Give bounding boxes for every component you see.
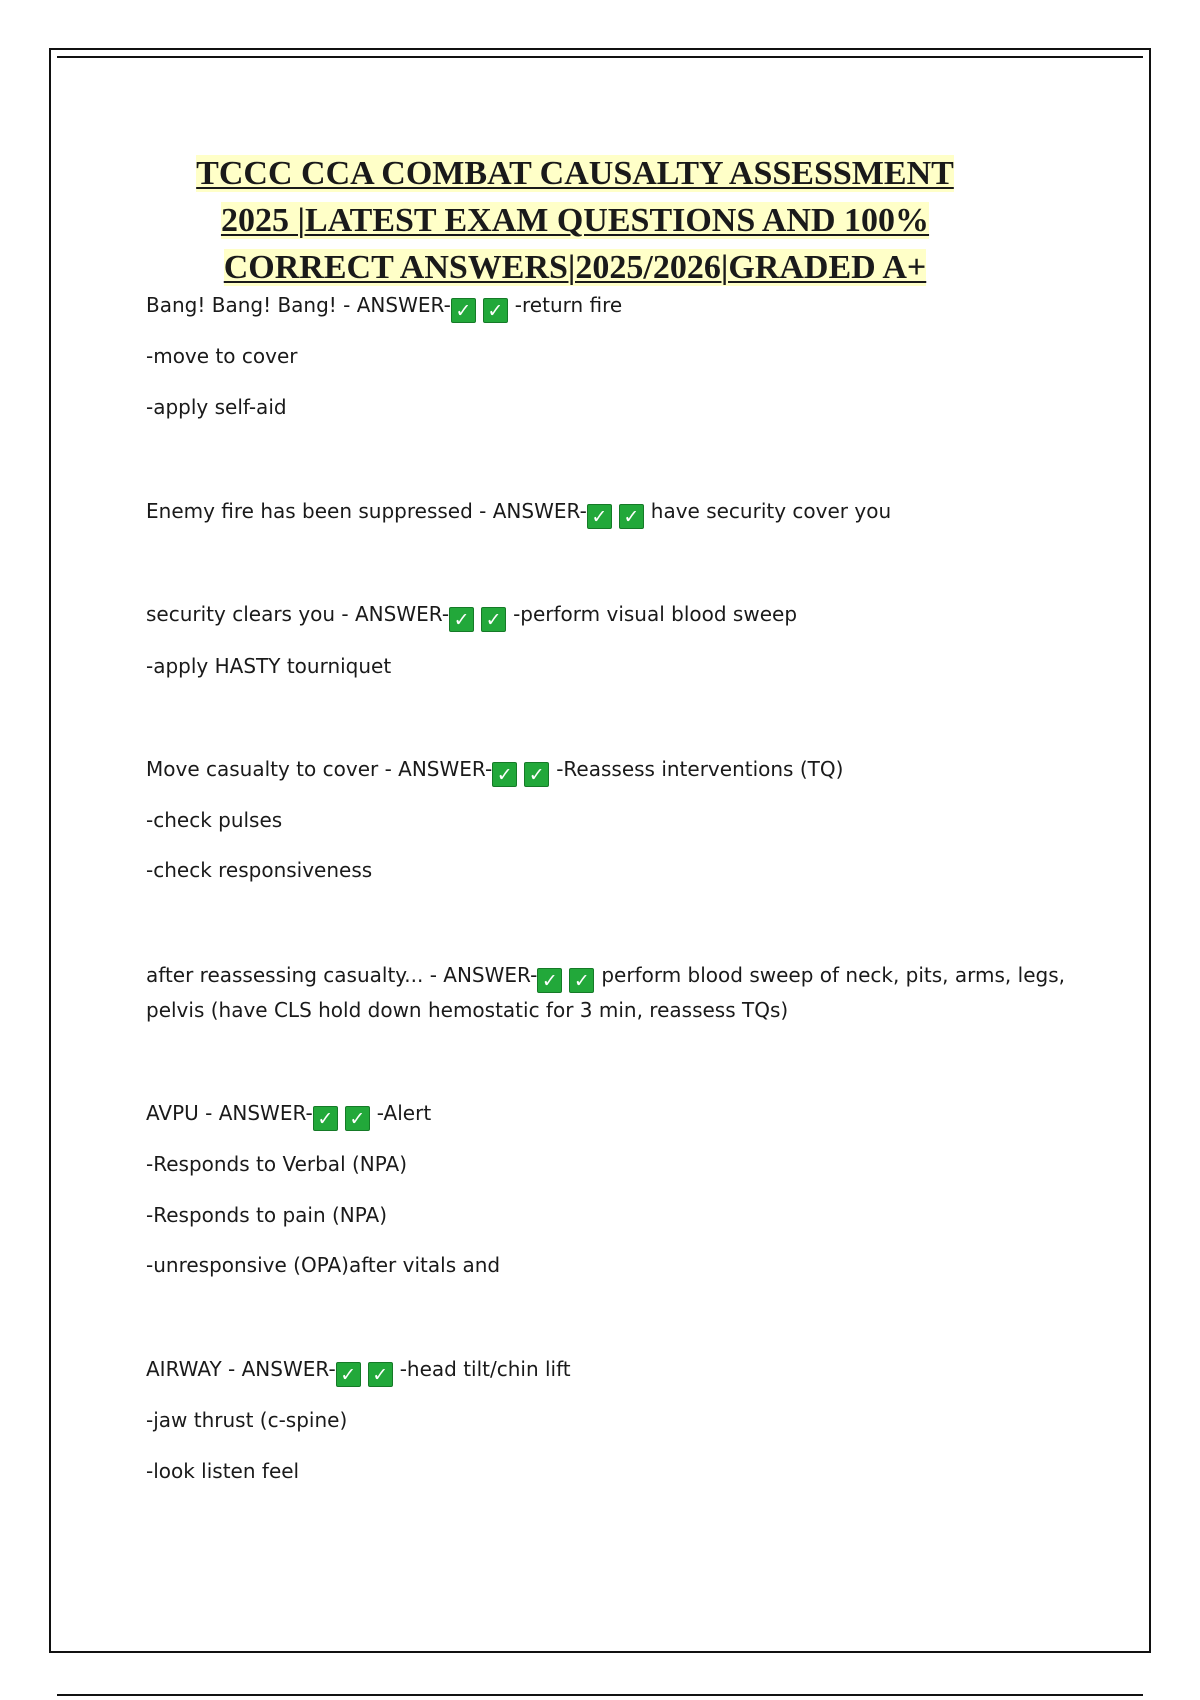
check-mark-icon: ✓ (345, 1106, 370, 1131)
answer-text: have security cover you (650, 499, 892, 523)
check-mark-icon: ✓ (336, 1362, 361, 1387)
answer-line: -apply self-aid (146, 395, 287, 419)
qa-item (146, 1356, 571, 1387)
check-mark-icon: ✓ (619, 504, 644, 529)
document-title (100, 150, 1050, 291)
check-mark-icon: ✓ (524, 762, 549, 787)
qa-item (146, 756, 843, 787)
qa-item (146, 498, 891, 529)
answer-line: -jaw thrust (c-spine) (146, 1408, 348, 1432)
qa-item (146, 1100, 431, 1131)
qa-item (146, 958, 1066, 1028)
answer-line: -Responds to Verbal (NPA) (146, 1152, 408, 1176)
title-line: CORRECT ANSWERS|2025/2026|GRADED A+ (223, 249, 927, 286)
question-text: Move casualty to cover - ANSWER- (146, 757, 493, 781)
answer-line: -Responds to pain (NPA) (146, 1203, 388, 1227)
check-mark-icon: ✓ (537, 968, 562, 993)
question-text: Enemy fire has been suppressed - ANSWER- (146, 499, 587, 523)
top-rule (57, 56, 1143, 58)
qa-item (146, 292, 622, 323)
answer-line: -move to cover (146, 344, 298, 368)
qa-item (146, 601, 797, 632)
title-line: 2025 |LATEST EXAM QUESTIONS AND 100% (220, 202, 930, 239)
check-mark-icon: ✓ (313, 1106, 338, 1131)
question-text: Bang! Bang! Bang! - ANSWER- (146, 293, 451, 317)
answer-text: perform blood sweep of neck, pits, arms, legs, pelvis (have CLS hold down hemostatic for 3 min, reassess TQs) (146, 963, 1065, 1022)
answer-text: -head tilt/chin lift (399, 1357, 571, 1381)
check-mark-icon: ✓ (587, 504, 612, 529)
check-mark-icon: ✓ (481, 607, 506, 632)
question-text: AIRWAY - ANSWER- (146, 1357, 336, 1381)
check-mark-icon: ✓ (569, 968, 594, 993)
check-mark-icon: ✓ (368, 1362, 393, 1387)
answer-text: -perform visual blood sweep (513, 602, 798, 626)
question-text: security clears you - ANSWER- (146, 602, 450, 626)
check-mark-icon: ✓ (483, 298, 508, 323)
bottom-rule (57, 1694, 1143, 1696)
check-mark-icon: ✓ (451, 298, 476, 323)
check-mark-icon: ✓ (492, 762, 517, 787)
question-text: AVPU - ANSWER- (146, 1101, 313, 1125)
question-text: after reassessing casualty... - ANSWER- (146, 963, 538, 987)
title-line: TCCC CCA COMBAT CAUSALTY ASSESSMENT (196, 155, 954, 192)
answer-line: -check responsiveness (146, 858, 373, 882)
answer-line: -check pulses (146, 808, 283, 832)
answer-text: -Reassess interventions (TQ) (556, 757, 844, 781)
answer-text: -return fire (514, 293, 623, 317)
check-mark-icon: ✓ (449, 607, 474, 632)
answer-line: -look listen feel (146, 1459, 300, 1483)
answer-line: -unresponsive (OPA)after vitals and (146, 1253, 501, 1277)
answer-text: -Alert (376, 1101, 432, 1125)
answer-line: -apply HASTY tourniquet (146, 654, 392, 678)
